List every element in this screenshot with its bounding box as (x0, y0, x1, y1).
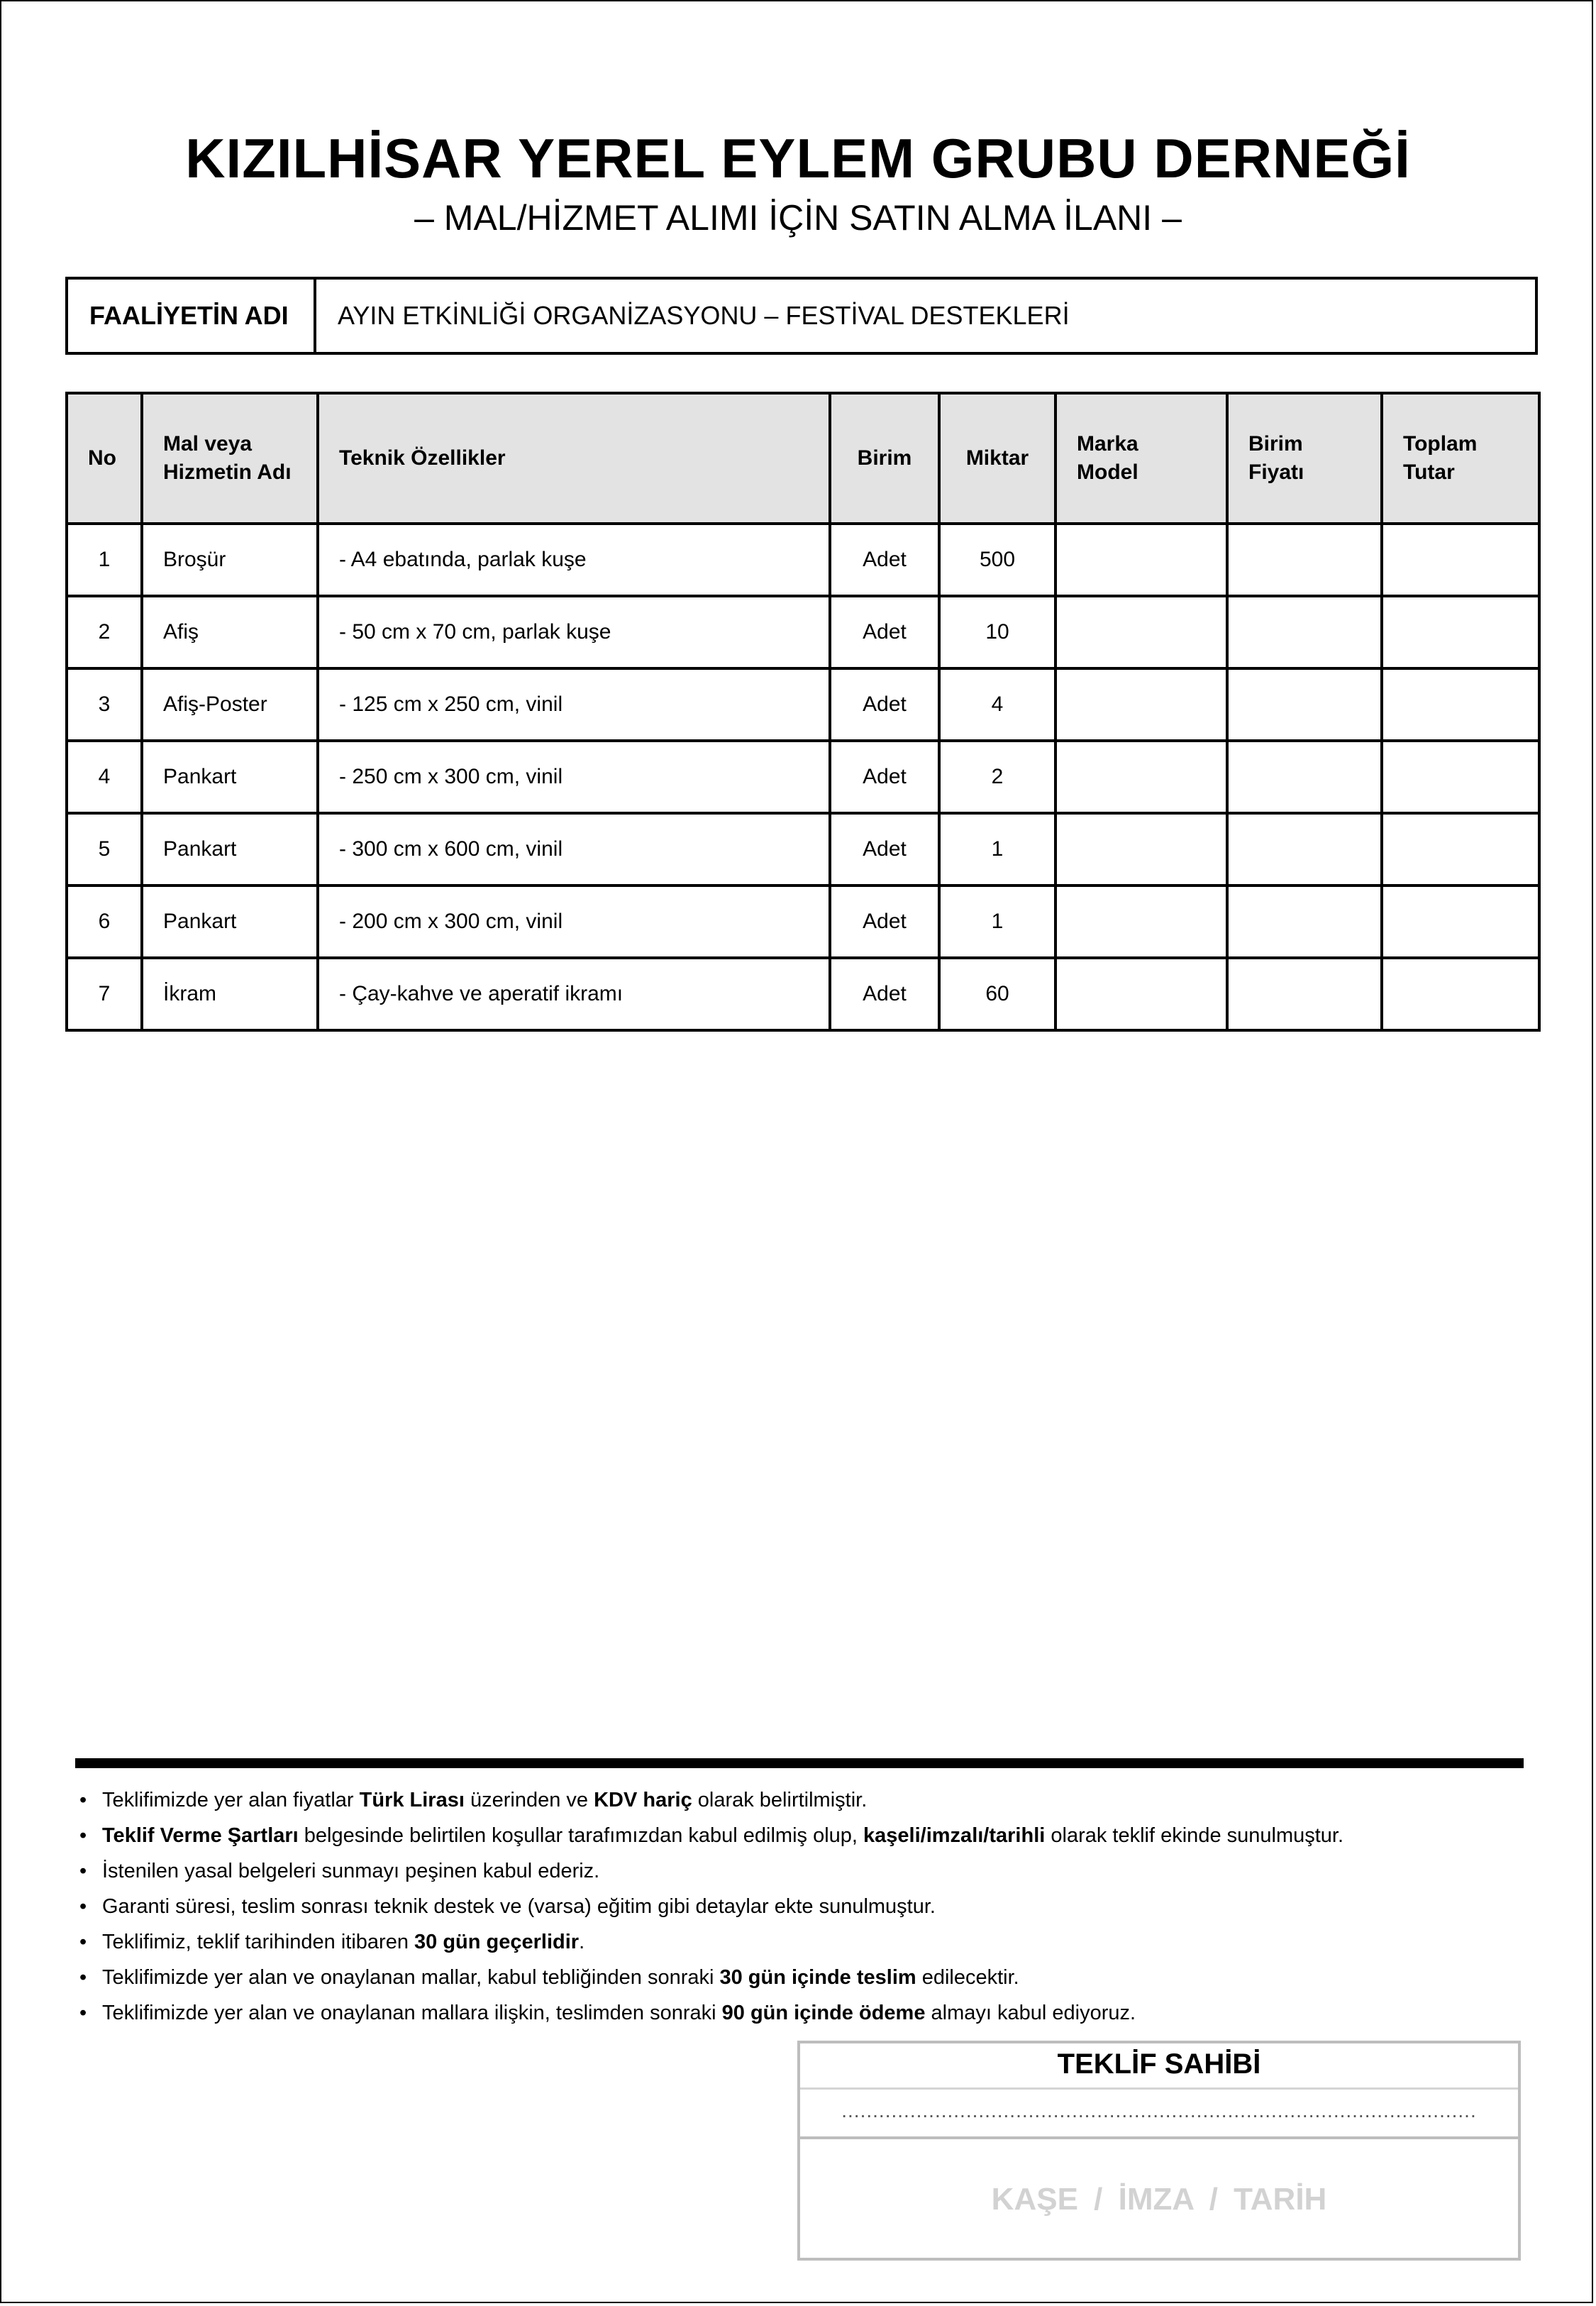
terms-list-item (79, 1889, 1541, 1924)
terms-text: Teklifimizde yer alan ve onaylanan mallara ilişkin, teslimden sonraki (102, 2002, 722, 2024)
header-item-name: Mal veya Hizmetin Adı (142, 393, 318, 524)
cell-specs: - 300 cm x 600 cm, vinil (318, 813, 830, 886)
header-no: No (67, 393, 142, 524)
table-row (67, 596, 1539, 668)
cell-brand-model (1055, 741, 1227, 813)
cell-no: 7 (67, 958, 142, 1030)
table-row (67, 741, 1539, 813)
cell-quantity: 1 (939, 886, 1055, 958)
cell-unit: Adet (830, 958, 939, 1030)
cell-unit-price (1227, 596, 1382, 668)
cell-item-name: Pankart (142, 813, 318, 886)
cell-brand-model (1055, 958, 1227, 1030)
terms-emphasis: 30 gün içinde teslim (719, 1966, 916, 1989)
terms-text: edilecektir. (916, 1966, 1019, 1989)
terms-emphasis: Türk Lirası (359, 1789, 465, 1811)
cell-quantity: 1 (939, 813, 1055, 886)
cell-quantity: 500 (939, 524, 1055, 596)
cell-total (1382, 596, 1539, 668)
cell-specs: - A4 ebatında, parlak kuşe (318, 524, 830, 596)
cell-no: 1 (67, 524, 142, 596)
terms-list-item (79, 1782, 1541, 1818)
cell-item-name: Afiş-Poster (142, 668, 318, 741)
cell-quantity: 2 (939, 741, 1055, 813)
cell-no: 4 (67, 741, 142, 813)
cell-quantity: 10 (939, 596, 1055, 668)
cell-brand-model (1055, 668, 1227, 741)
activity-value: AYIN ETKİNLİĞİ ORGANİZASYONU – FESTİVAL DESTEKLERİ (338, 301, 1070, 330)
cell-unit: Adet (830, 524, 939, 596)
cell-item-name: Broşür (142, 524, 318, 596)
terms-text: İstenilen yasal belgeleri sunmayı peşinen kabul ederiz. (102, 1860, 600, 1882)
bidder-name-line: ...................................................................................................... (800, 2090, 1518, 2139)
table-row (67, 668, 1539, 741)
cell-no: 5 (67, 813, 142, 886)
terms-emphasis: Teklif Verme Şartları (102, 1824, 299, 1847)
terms-emphasis: KDV hariç (594, 1789, 692, 1811)
cell-total (1382, 524, 1539, 596)
cell-brand-model (1055, 886, 1227, 958)
cell-no: 3 (67, 668, 142, 741)
terms-text: belgesinde belirtilen koşullar tarafımızdan kabul edilmiş olup, (298, 1824, 864, 1847)
header-unit-price: Birim Fiyatı (1227, 393, 1382, 524)
terms-list-item (79, 1924, 1541, 1960)
table-row (67, 886, 1539, 958)
stamp-signature-date-label: KAŞE / İMZA / TARİH (991, 2182, 1327, 2217)
cell-specs: - 250 cm x 300 cm, vinil (318, 741, 830, 813)
terms-list-item (79, 1995, 1541, 2031)
header-total: Toplam Tutar (1382, 393, 1539, 524)
terms-emphasis: 30 gün geçerlidir (414, 1931, 580, 1953)
cell-brand-model (1055, 596, 1227, 668)
header-specs: Teknik Özellikler (318, 393, 830, 524)
terms-list-item (79, 1960, 1541, 1995)
cell-item-name: İkram (142, 958, 318, 1030)
table-header-row (67, 393, 1539, 524)
cell-item-name: Afiş (142, 596, 318, 668)
header-unit: Birim (830, 393, 939, 524)
terms-emphasis: 90 gün içinde ödeme (721, 2002, 926, 2024)
terms-list-item (79, 1853, 1541, 1889)
cell-unit-price (1227, 524, 1382, 596)
section-divider (75, 1758, 1524, 1768)
terms-text: Teklifimizde yer alan fiyatlar (102, 1789, 360, 1811)
table-row (67, 958, 1539, 1030)
bidder-title: TEKLİF SAHİBİ (800, 2043, 1518, 2090)
cell-item-name: Pankart (142, 886, 318, 958)
terms-text: Teklifimizde yer alan ve onaylanan mallar, kabul tebliğinden sonraki (102, 1966, 720, 1989)
cell-quantity: 60 (939, 958, 1055, 1030)
cell-specs: - Çay-kahve ve aperatif ikramı (318, 958, 830, 1030)
cell-total (1382, 958, 1539, 1030)
cell-specs: - 50 cm x 70 cm, parlak kuşe (318, 596, 830, 668)
cell-no: 6 (67, 886, 142, 958)
cell-unit-price (1227, 886, 1382, 958)
cell-unit: Adet (830, 813, 939, 886)
activity-label: FAALİYETİN ADI (68, 280, 316, 352)
header-brand-model: Marka Model (1055, 393, 1227, 524)
cell-specs: - 125 cm x 250 cm, vinil (318, 668, 830, 741)
terms-list (79, 1782, 1541, 2031)
terms-text: üzerinden ve (464, 1789, 594, 1811)
terms-text: . (579, 1931, 585, 1953)
terms-text: olarak belirtilmiştir. (692, 1789, 868, 1811)
cell-unit-price (1227, 813, 1382, 886)
terms-text: Teklifimiz, teklif tarihinden itibaren (102, 1931, 415, 1953)
cell-brand-model (1055, 813, 1227, 886)
organization-title: KIZILHİSAR YEREL EYLEM GRUBU DERNEĞİ (185, 127, 1411, 189)
cell-quantity: 4 (939, 668, 1055, 741)
cell-specs: - 200 cm x 300 cm, vinil (318, 886, 830, 958)
terms-text: almayı kabul ediyoruz. (925, 2002, 1136, 2024)
document-subtitle: – MAL/HİZMET ALIMI İÇİN SATIN ALMA İLANI – (414, 198, 1182, 238)
cell-unit: Adet (830, 886, 939, 958)
table-row (67, 813, 1539, 886)
cell-unit-price (1227, 668, 1382, 741)
activity-box (65, 277, 1538, 355)
cell-unit: Adet (830, 596, 939, 668)
cell-total (1382, 886, 1539, 958)
cell-total (1382, 668, 1539, 741)
terms-list-item (79, 1818, 1541, 1853)
table-row (67, 524, 1539, 596)
cell-no: 2 (67, 596, 142, 668)
cell-unit-price (1227, 741, 1382, 813)
cell-unit: Adet (830, 741, 939, 813)
terms-text: Garanti süresi, teslim sonrası teknik destek ve (varsa) eğitim gibi detaylar ekte sunulmuştur. (102, 1895, 936, 1918)
terms-emphasis: kaşeli/imzalı/tarihli (863, 1824, 1046, 1847)
terms-text: olarak teklif ekinde sunulmuştur. (1045, 1824, 1344, 1847)
cell-total (1382, 813, 1539, 886)
cell-unit: Adet (830, 668, 939, 741)
cell-brand-model (1055, 524, 1227, 596)
cell-total (1382, 741, 1539, 813)
cell-unit-price (1227, 958, 1382, 1030)
items-table (65, 392, 1541, 1032)
cell-item-name: Pankart (142, 741, 318, 813)
header-quantity: Miktar (939, 393, 1055, 524)
bidder-signature-box (797, 2041, 1521, 2261)
